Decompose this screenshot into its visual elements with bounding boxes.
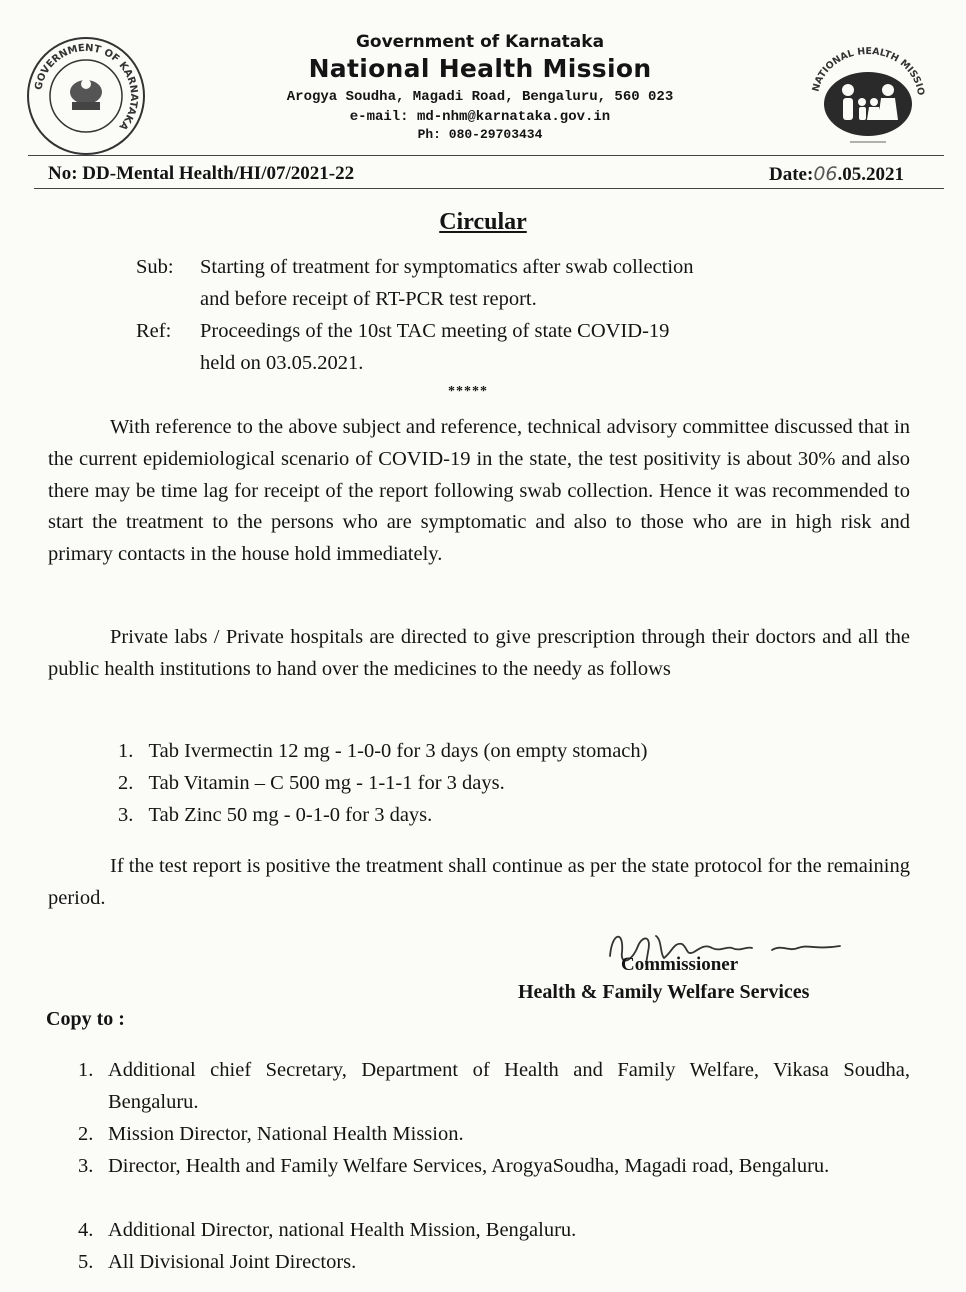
copy-to-item-1 [78,1055,910,1118]
medicine-text: Tab Ivermectin 12 mg - 1-0-0 for 3 days (on empty stomach) [148,740,648,762]
org-name: National Health Mission [308,54,652,83]
ref-line-1: Proceedings of the 10st TAC meeting of state COVID-19 [200,320,670,342]
medicine-item-1 [118,740,647,763]
reference-date [769,163,904,186]
subject-line-2: and before receipt of RT-PCR test report. [200,288,537,310]
date-day-handwritten: 06 [813,163,838,185]
medicine-num: 3. [118,804,134,826]
separator-stars: ***** [448,384,488,399]
paragraph-3: If the test report is positive the treatment shall continue as per the state protocol for the remaining period. [48,855,910,909]
copy-num: 3. [78,1155,94,1177]
copy-num: 4. [78,1219,94,1241]
ref-line-2: held on 03.05.2021. [200,352,364,374]
copy-text: Additional chief Secretary, Department of Health and Family Welfare, Vikasa Soudha, Bengaluru. [108,1059,910,1113]
copy-num: 5. [78,1251,94,1273]
copy-to-item-5 [78,1247,910,1279]
header-divider-bottom [34,188,944,189]
ref-label: Ref: [136,320,172,342]
copy-to-item-2 [78,1119,910,1151]
copy-to-label: Copy to : [46,1008,125,1030]
org-phone: Ph: 080-29703434 [417,127,543,142]
date-label: Date: [769,164,814,185]
medicine-text: Tab Vitamin – C 500 mg - 1-1-1 for 3 days. [148,772,505,794]
copy-text: All Divisional Joint Directors. [108,1251,357,1273]
karnataka-seal-icon [24,34,148,158]
subject-label: Sub: [136,256,174,278]
org-address: Arogya Soudha, Magadi Road, Bengaluru, 560 023 [286,89,674,105]
medicine-item-3 [118,804,432,827]
medicine-num: 2. [118,772,134,794]
copy-to-item-3 [78,1151,910,1183]
circular-title: Circular [439,209,527,235]
medicine-item-2 [118,772,505,795]
medicine-text: Tab Zinc 50 mg - 0-1-0 for 3 days. [148,804,433,826]
nhm-logo-icon [802,46,934,150]
copy-text: Director, Health and Family Welfare Services, ArogyaSoudha, Magadi road, Bengaluru. [108,1155,830,1177]
subject-line-1: Starting of treatment for symptomatics after swab collection [200,256,694,278]
signatory-department: Health & Family Welfare Services [518,981,810,1003]
left-seal-ring-text: GOVERNMENT OF KARNATAKA [33,42,140,132]
copy-num: 1. [78,1059,94,1081]
header-divider [28,155,944,156]
signatory-designation: Commissioner [621,954,739,975]
govt-name: Government of Karnataka [355,32,605,52]
copy-text: Additional Director, national Health Mission, Bengaluru. [108,1219,577,1241]
medicine-num: 1. [118,740,134,762]
date-rest: .05.2021 [837,164,904,185]
copy-text: Mission Director, National Health Mission. [108,1123,464,1145]
reference-number: No: DD-Mental Health/HI/07/2021-22 [48,163,355,184]
right-seal-ring-text: NATIONAL HEALTH MISSIO [810,46,927,97]
paragraph-1: With reference to the above subject and reference, technical advisory committee discussed that in the current epidemiological scenario of COVID-19 in the state, the test positivity is about 30% and also there may be time lag for receipt of the report following swab collection. Hence it was recommended to start the treatment to the persons who are symptomatic and also to those who are in high risk and primary contacts in the house hold immediately. [48,416,910,566]
paragraph-2: Private labs / Private hospitals are directed to give prescription through their doctors and all the public health institutions to hand over the medicines to the needy as follows [48,626,910,680]
copy-num: 2. [78,1123,94,1145]
org-email: e-mail: md-nhm@karnataka.gov.in [349,109,611,125]
copy-to-item-4 [78,1215,910,1247]
